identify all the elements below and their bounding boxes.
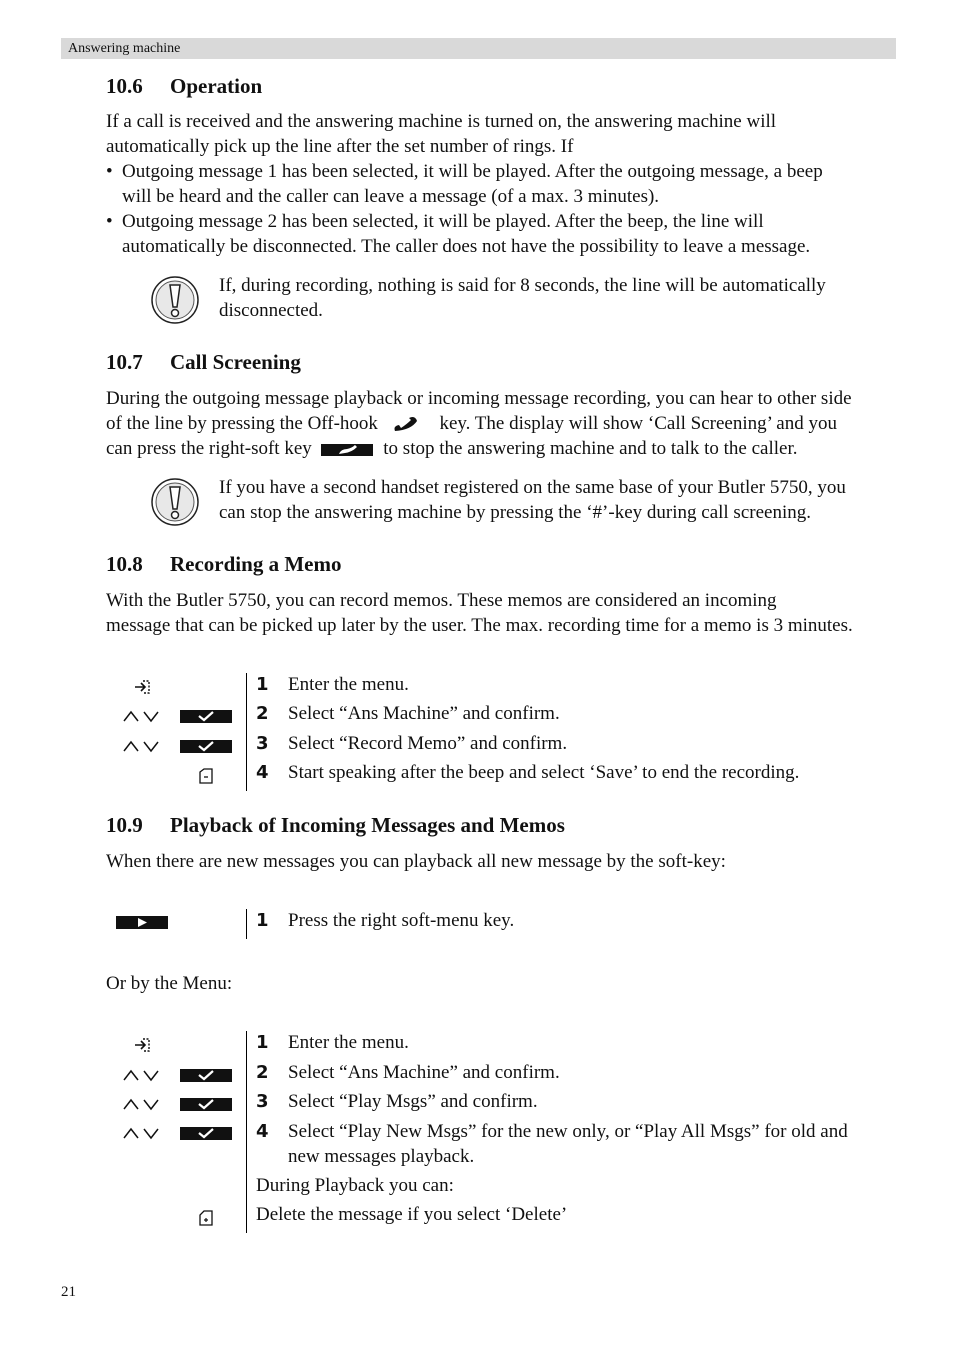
during-playback-label: During Playback you can: <box>256 1175 454 1196</box>
section-title: Playback of Incoming Messages and Memos <box>170 813 565 837</box>
note-line: If, during recording, nothing is said for 8 seconds, the line will be automatically <box>219 275 826 296</box>
menu-enter-icon <box>134 1037 152 1053</box>
paragraph-line <box>106 411 906 436</box>
section-heading-10-6 <box>106 74 262 99</box>
step-number: 3 <box>256 733 269 754</box>
play-softkey-icon <box>116 916 168 929</box>
right-softkey-icon <box>199 1210 213 1226</box>
page-number: 21 <box>61 1284 76 1300</box>
step-number: 2 <box>256 1062 269 1083</box>
note-line: If you have a second handset registered on the same base of your Butler 5750, you <box>219 477 846 498</box>
paragraph-line: With the Butler 5750, you can record memos. These memos are considered an incoming <box>106 590 777 611</box>
left-softkey-icon <box>199 768 213 784</box>
confirm-softkey-icon <box>180 1127 232 1140</box>
paragraph-text: of the line by pressing the Off-hook <box>106 413 378 434</box>
section-title: Call Screening <box>170 350 301 374</box>
section-heading-10-8 <box>106 552 341 577</box>
up-down-arrows-icon <box>122 709 162 723</box>
step-text: Select “Ans Machine” and confirm. <box>288 1062 560 1083</box>
paragraph-line: automatically pick up the line after the set number of rings. If <box>106 136 574 157</box>
section-number: 10.6 <box>106 74 143 98</box>
step-divider <box>246 909 247 939</box>
up-down-arrows-icon <box>122 1097 162 1111</box>
paragraph-line <box>106 436 906 461</box>
confirm-softkey-icon <box>180 710 232 723</box>
note-line: disconnected. <box>219 300 323 321</box>
bullet-text: will be heard and the caller can leave a message (of a max. 3 minutes). <box>122 186 660 207</box>
section-number: 10.7 <box>106 350 143 374</box>
delete-instruction: Delete the message if you select ‘Delete’ <box>256 1204 568 1225</box>
paragraph-line: If a call is received and the answering machine is turned on, the answering machine will <box>106 111 777 132</box>
exclamation-note-icon <box>150 477 200 527</box>
off-hook-handset-icon <box>389 416 433 434</box>
running-header <box>61 38 896 59</box>
step-text: Start speaking after the beep and select ‘Save’ to end the recording. <box>288 762 800 783</box>
section-title: Recording a Memo <box>170 552 342 576</box>
bullet-text: automatically be disconnected. The caller does not have the possibility to leave a message. <box>122 236 811 257</box>
bullet-dot: • <box>106 161 113 182</box>
step-text: Enter the menu. <box>288 674 409 695</box>
step-text: Select “Record Memo” and confirm. <box>288 733 568 754</box>
paragraph-line: Or by the Menu: <box>106 973 233 994</box>
note-line: can stop the answering machine by pressing the ‘#’-key during call screening. <box>219 502 811 523</box>
step-text: Enter the menu. <box>288 1032 409 1053</box>
confirm-softkey-icon <box>180 1098 232 1111</box>
step-text: new messages playback. <box>288 1146 475 1167</box>
step-number: 3 <box>256 1091 269 1112</box>
step-text: Select “Play Msgs” and confirm. <box>288 1091 538 1112</box>
step-number: 2 <box>256 703 269 724</box>
bullet-text: Outgoing message 1 has been selected, it will be played. After the outgoing message, a beep <box>122 161 823 182</box>
paragraph-text: can press the right-soft key <box>106 438 312 459</box>
confirm-softkey-icon <box>180 740 232 753</box>
step-number: 1 <box>256 674 269 695</box>
paragraph-line: When there are new messages you can playback all new message by the soft-key: <box>106 851 726 872</box>
step-divider <box>246 1031 247 1233</box>
step-number: 4 <box>256 762 269 783</box>
step-number: 4 <box>256 1121 269 1142</box>
step-text: Select “Play New Msgs” for the new only, or “Play All Msgs” for old and <box>288 1121 848 1142</box>
bullet-dot: • <box>106 211 113 232</box>
paragraph-text: to stop the answering machine and to talk to the caller. <box>383 438 798 459</box>
up-down-arrows-icon <box>122 1068 162 1082</box>
step-number: 1 <box>256 1032 269 1053</box>
step-text: Select “Ans Machine” and confirm. <box>288 703 560 724</box>
menu-enter-icon <box>134 679 152 695</box>
exclamation-note-icon <box>150 275 200 325</box>
paragraph-line: During the outgoing message playback or incoming message recording, you can hear to other side <box>106 388 852 409</box>
section-number: 10.8 <box>106 552 143 576</box>
section-heading-10-9 <box>106 813 565 838</box>
step-number: 1 <box>256 910 269 931</box>
confirm-softkey-icon <box>180 1069 232 1082</box>
hang-up-softkey-icon <box>321 443 375 457</box>
step-text: Press the right soft-menu key. <box>288 910 515 931</box>
paragraph-text: key. The display will show ‘Call Screening’ and you <box>439 413 837 434</box>
section-heading-10-7 <box>106 350 301 375</box>
up-down-arrows-icon <box>122 739 162 753</box>
step-divider <box>246 673 247 791</box>
up-down-arrows-icon <box>122 1126 162 1140</box>
paragraph-line: message that can be picked up later by the user. The max. recording time for a memo is 3 minutes. <box>106 615 853 636</box>
running-header-title: Answering machine <box>68 41 181 56</box>
section-title: Operation <box>170 74 263 98</box>
bullet-text: Outgoing message 2 has been selected, it will be played. After the beep, the line will <box>122 211 764 232</box>
section-number: 10.9 <box>106 813 143 837</box>
